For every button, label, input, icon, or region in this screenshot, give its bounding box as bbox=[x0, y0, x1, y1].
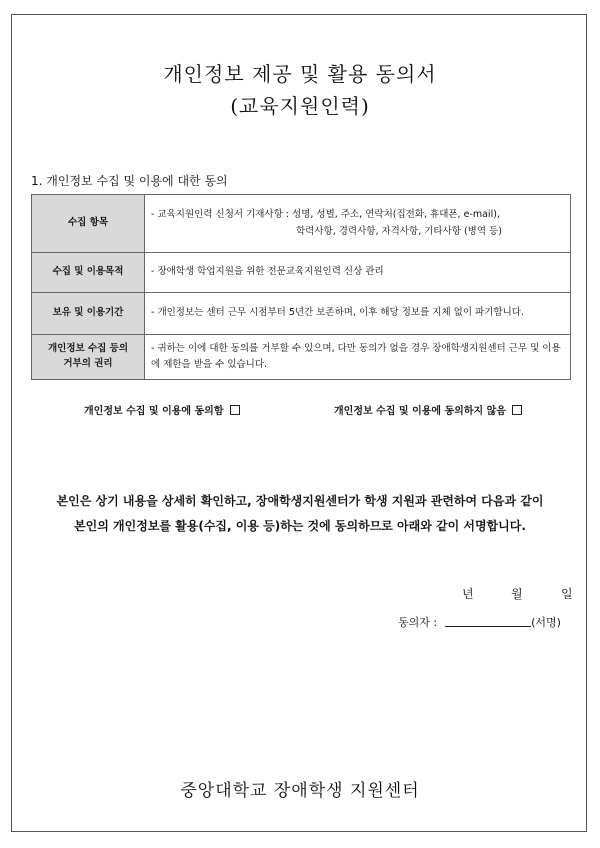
date-year-label: 년 bbox=[462, 587, 474, 601]
row-content-line: 학력사항, 경력사항, 자격사항, 기타사항 (병역 등) bbox=[296, 225, 502, 237]
row-label: 수집 항목 bbox=[32, 195, 145, 253]
consent-table bbox=[31, 194, 571, 380]
table-row bbox=[32, 195, 571, 253]
disagree-option bbox=[334, 402, 522, 417]
table-row bbox=[32, 293, 571, 335]
agree-checkbox[interactable] bbox=[230, 405, 240, 415]
row-label-line: 거부의 권리 bbox=[63, 358, 113, 370]
row-label-line: 개인정보 수집 등의 bbox=[47, 343, 129, 355]
table-row bbox=[32, 253, 571, 293]
row-content: - 개인정보는 센터 근무 시점부터 5년간 보존하며, 이후 해당 정보를 지체 없이 파기합니다. bbox=[145, 293, 571, 335]
organization-footer: 중앙대학교 장애학생 지원센터 bbox=[180, 781, 420, 801]
signer-label: 동의자 : bbox=[398, 616, 438, 629]
document-subtitle: (교육지원인력) bbox=[230, 94, 370, 118]
row-content-line: - 교육지원인력 신청서 기재사항 : 성명, 성별, 주소, 연락처(집전화, 휴대폰, e-mail), bbox=[151, 209, 500, 221]
agree-label: 개인정보 수집 및 이용에 동의함 bbox=[84, 406, 224, 417]
row-content bbox=[145, 195, 571, 253]
consent-statement-line: 본인은 상기 내용을 상세히 확인하고, 장애학생지원센터가 학생 지원과 관련하여 다음과 같이 bbox=[56, 494, 544, 508]
section-heading: 1. 개인정보 수집 및 이용에 대한 동의 bbox=[31, 174, 228, 188]
consent-statement-line: 본인의 개인정보를 활용(수집, 이용 등)하는 것에 동의하므로 아래와 같이 서명합니다. bbox=[74, 519, 526, 533]
date-month-label: 월 bbox=[511, 587, 523, 601]
page-border bbox=[11, 14, 587, 832]
row-label bbox=[32, 335, 145, 380]
signature-label: (서명) bbox=[531, 616, 561, 629]
row-label: 수집 및 이용목적 bbox=[32, 253, 145, 293]
row-content: - 귀하는 이에 대한 동의를 거부할 수 있으며, 다만 동의가 없을 경우 장애학생지원센터 근무 및 이용에 제한을 받을 수 있습니다. bbox=[145, 335, 571, 380]
disagree-label: 개인정보 수집 및 이용에 동의하지 않음 bbox=[334, 406, 506, 417]
signer-row bbox=[398, 614, 561, 630]
row-content: - 장애학생 학업지원을 위한 전문교육지원인력 신상 관리 bbox=[145, 253, 571, 293]
row-label: 보유 및 이용기간 bbox=[32, 293, 145, 335]
signature-line[interactable] bbox=[445, 615, 531, 627]
agree-option bbox=[84, 402, 240, 417]
date-day-label: 일 bbox=[561, 587, 573, 601]
table-row bbox=[32, 335, 571, 380]
document-title: 개인정보 제공 및 활용 동의서 bbox=[163, 62, 437, 86]
disagree-checkbox[interactable] bbox=[512, 405, 522, 415]
